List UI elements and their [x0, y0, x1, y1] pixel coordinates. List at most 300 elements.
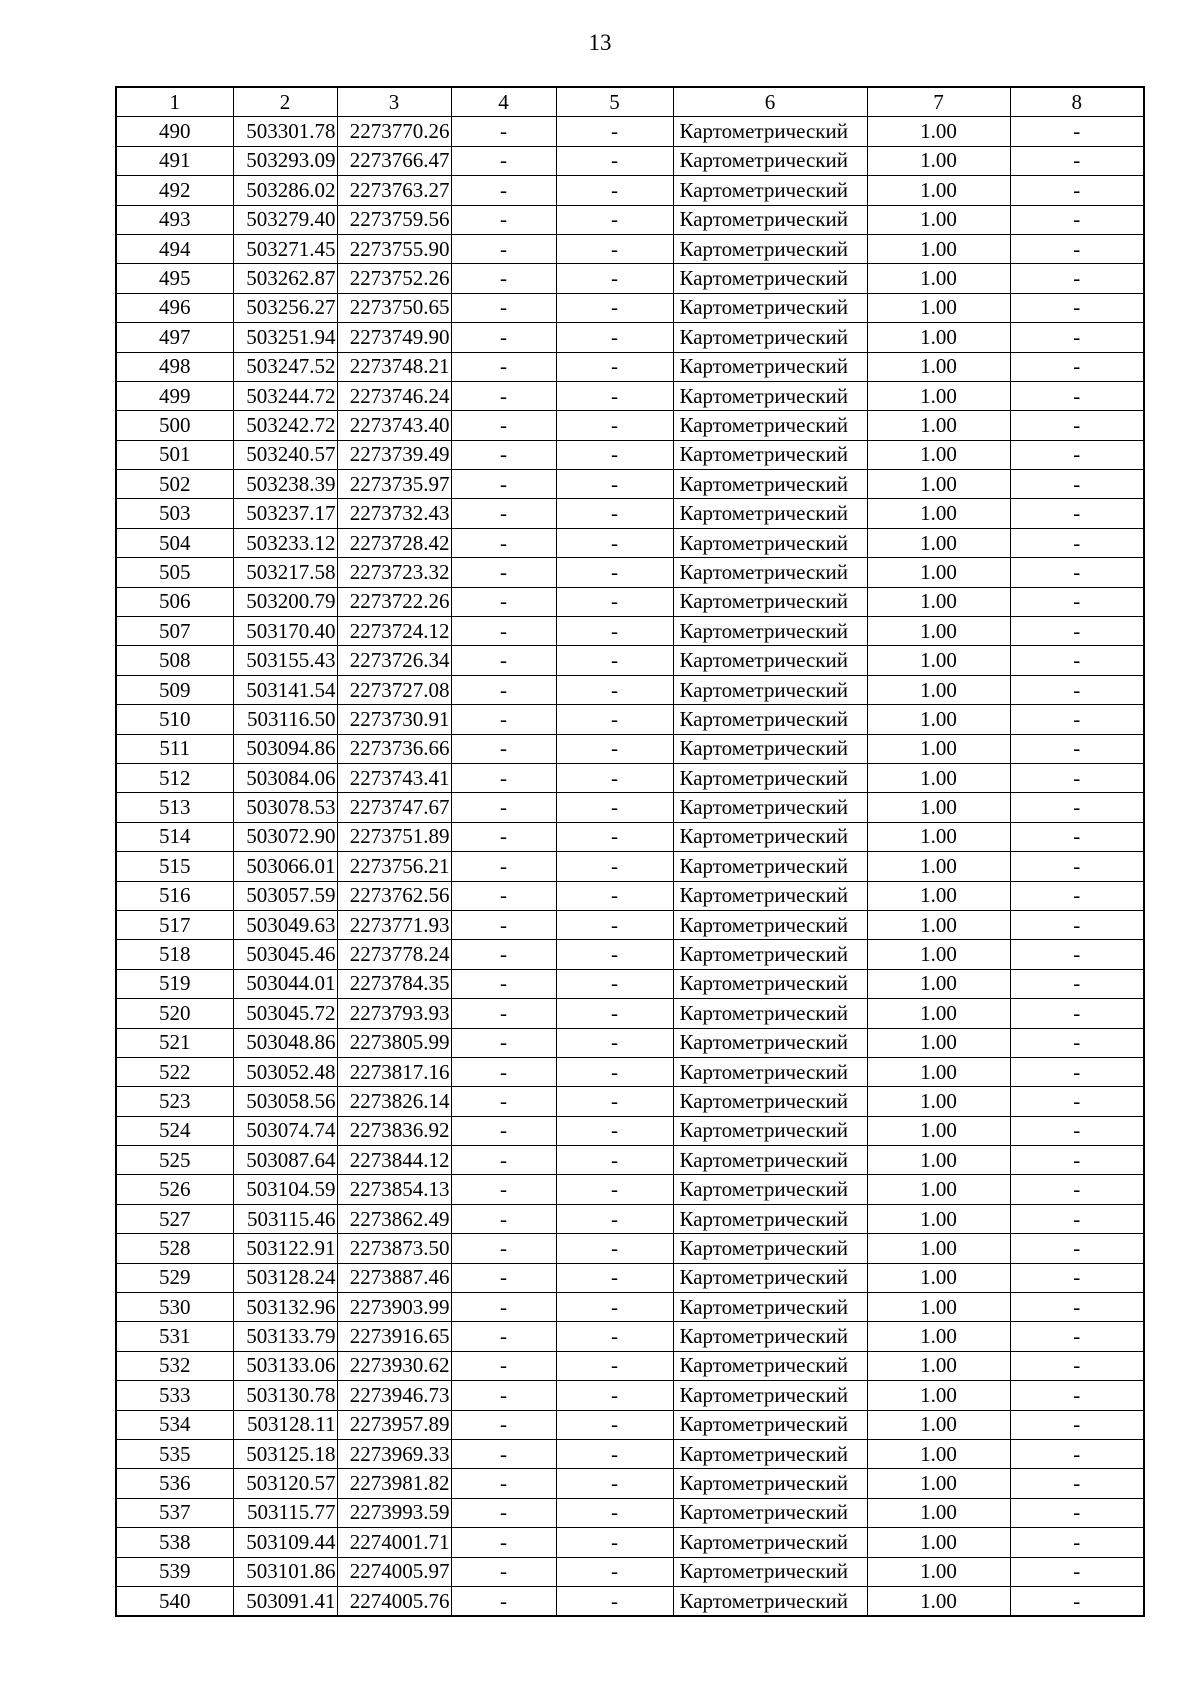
- column-5-cell: -: [556, 1028, 673, 1057]
- point-number-cell: 521: [116, 1028, 233, 1057]
- column-5-cell: -: [556, 1146, 673, 1175]
- x-coordinate-cell: 503170.40: [233, 617, 337, 646]
- method-cell: Картометрический: [673, 352, 867, 381]
- column-5-cell: -: [556, 822, 673, 851]
- method-cell: Картометрический: [673, 1410, 867, 1439]
- column-8-cell: -: [1010, 1146, 1144, 1175]
- y-coordinate-cell: 2273903.99: [337, 1293, 451, 1322]
- column-4-cell: -: [451, 1410, 556, 1439]
- y-coordinate-cell: 2273749.90: [337, 323, 451, 352]
- method-cell: Картометрический: [673, 1263, 867, 1292]
- table-row: [116, 293, 1144, 322]
- column-5-cell: -: [556, 646, 673, 675]
- x-coordinate-cell: 503240.57: [233, 440, 337, 469]
- x-coordinate-cell: 503217.58: [233, 558, 337, 587]
- column-5-cell: -: [556, 881, 673, 910]
- column-4-cell: -: [451, 1087, 556, 1116]
- column-4-cell: -: [451, 940, 556, 969]
- table-row: [116, 617, 1144, 646]
- method-cell: Картометрический: [673, 381, 867, 410]
- accuracy-cell: 1.00: [867, 1381, 1010, 1410]
- y-coordinate-cell: 2273743.41: [337, 763, 451, 792]
- table-row: [116, 1234, 1144, 1263]
- table-row: [116, 1469, 1144, 1498]
- accuracy-cell: 1.00: [867, 381, 1010, 410]
- column-5-cell: -: [556, 999, 673, 1028]
- point-number-cell: 505: [116, 558, 233, 587]
- point-number-cell: 519: [116, 969, 233, 998]
- x-coordinate-cell: 503115.77: [233, 1498, 337, 1527]
- table-row: [116, 352, 1144, 381]
- accuracy-cell: 1.00: [867, 293, 1010, 322]
- x-coordinate-cell: 503116.50: [233, 705, 337, 734]
- point-number-cell: 513: [116, 793, 233, 822]
- accuracy-cell: 1.00: [867, 1146, 1010, 1175]
- table-row: [116, 1057, 1144, 1086]
- column-5-cell: -: [556, 852, 673, 881]
- y-coordinate-cell: 2273736.66: [337, 734, 451, 763]
- column-5-cell: -: [556, 234, 673, 263]
- column-header: 6: [673, 87, 867, 117]
- coordinates-table: [115, 86, 1145, 1617]
- point-number-cell: 495: [116, 264, 233, 293]
- column-4-cell: -: [451, 558, 556, 587]
- y-coordinate-cell: 2273727.08: [337, 675, 451, 704]
- column-8-cell: -: [1010, 264, 1144, 293]
- column-4-cell: -: [451, 1028, 556, 1057]
- accuracy-cell: 1.00: [867, 852, 1010, 881]
- column-8-cell: -: [1010, 293, 1144, 322]
- column-5-cell: -: [556, 1469, 673, 1498]
- point-number-cell: 497: [116, 323, 233, 352]
- x-coordinate-cell: 503084.06: [233, 763, 337, 792]
- method-cell: Картометрический: [673, 1528, 867, 1557]
- accuracy-cell: 1.00: [867, 1351, 1010, 1380]
- y-coordinate-cell: 2273836.92: [337, 1116, 451, 1145]
- point-number-cell: 518: [116, 940, 233, 969]
- x-coordinate-cell: 503286.02: [233, 176, 337, 205]
- column-header: 5: [556, 87, 673, 117]
- point-number-cell: 496: [116, 293, 233, 322]
- accuracy-cell: 1.00: [867, 1469, 1010, 1498]
- x-coordinate-cell: 503120.57: [233, 1469, 337, 1498]
- point-number-cell: 514: [116, 822, 233, 851]
- table-row: [116, 1586, 1144, 1616]
- column-8-cell: -: [1010, 1057, 1144, 1086]
- column-4-cell: -: [451, 910, 556, 939]
- column-8-cell: -: [1010, 146, 1144, 175]
- column-5-cell: -: [556, 293, 673, 322]
- point-number-cell: 511: [116, 734, 233, 763]
- column-4-cell: -: [451, 734, 556, 763]
- column-4-cell: -: [451, 323, 556, 352]
- accuracy-cell: 1.00: [867, 264, 1010, 293]
- x-coordinate-cell: 503247.52: [233, 352, 337, 381]
- y-coordinate-cell: 2273750.65: [337, 293, 451, 322]
- column-5-cell: -: [556, 617, 673, 646]
- point-number-cell: 516: [116, 881, 233, 910]
- accuracy-cell: 1.00: [867, 646, 1010, 675]
- y-coordinate-cell: 2273946.73: [337, 1381, 451, 1410]
- table-row: [116, 675, 1144, 704]
- x-coordinate-cell: 503128.24: [233, 1263, 337, 1292]
- column-8-cell: -: [1010, 1586, 1144, 1616]
- point-number-cell: 492: [116, 176, 233, 205]
- table-row: [116, 822, 1144, 851]
- column-4-cell: -: [451, 705, 556, 734]
- point-number-cell: 535: [116, 1439, 233, 1468]
- y-coordinate-cell: 2273722.26: [337, 587, 451, 616]
- method-cell: Картометрический: [673, 852, 867, 881]
- column-5-cell: -: [556, 705, 673, 734]
- accuracy-cell: 1.00: [867, 234, 1010, 263]
- x-coordinate-cell: 503044.01: [233, 969, 337, 998]
- y-coordinate-cell: 2273730.91: [337, 705, 451, 734]
- table-row: [116, 1381, 1144, 1410]
- method-cell: Картометрический: [673, 1175, 867, 1204]
- point-number-cell: 504: [116, 528, 233, 557]
- table-row: [116, 646, 1144, 675]
- x-coordinate-cell: 503057.59: [233, 881, 337, 910]
- y-coordinate-cell: 2273770.26: [337, 117, 451, 146]
- column-5-cell: -: [556, 675, 673, 704]
- accuracy-cell: 1.00: [867, 1322, 1010, 1351]
- table-row: [116, 381, 1144, 410]
- accuracy-cell: 1.00: [867, 1498, 1010, 1527]
- column-5-cell: -: [556, 1087, 673, 1116]
- column-4-cell: -: [451, 1322, 556, 1351]
- column-8-cell: -: [1010, 1028, 1144, 1057]
- method-cell: Картометрический: [673, 205, 867, 234]
- x-coordinate-cell: 503242.72: [233, 411, 337, 440]
- column-5-cell: -: [556, 1263, 673, 1292]
- table-row: [116, 1322, 1144, 1351]
- column-8-cell: -: [1010, 528, 1144, 557]
- method-cell: Картометрический: [673, 734, 867, 763]
- column-8-cell: -: [1010, 940, 1144, 969]
- y-coordinate-cell: 2273732.43: [337, 499, 451, 528]
- accuracy-cell: 1.00: [867, 881, 1010, 910]
- table-row: [116, 1204, 1144, 1233]
- x-coordinate-cell: 503251.94: [233, 323, 337, 352]
- table-row: [116, 146, 1144, 175]
- method-cell: Картометрический: [673, 558, 867, 587]
- method-cell: Картометрический: [673, 705, 867, 734]
- method-cell: Картометрический: [673, 1057, 867, 1086]
- point-number-cell: 501: [116, 440, 233, 469]
- accuracy-cell: 1.00: [867, 411, 1010, 440]
- column-4-cell: -: [451, 763, 556, 792]
- column-4-cell: -: [451, 1234, 556, 1263]
- accuracy-cell: 1.00: [867, 969, 1010, 998]
- column-8-cell: -: [1010, 558, 1144, 587]
- method-cell: Картометрический: [673, 1498, 867, 1527]
- point-number-cell: 490: [116, 117, 233, 146]
- method-cell: Картометрический: [673, 1116, 867, 1145]
- x-coordinate-cell: 503072.90: [233, 822, 337, 851]
- column-8-cell: -: [1010, 176, 1144, 205]
- column-8-cell: -: [1010, 999, 1144, 1028]
- column-4-cell: -: [451, 205, 556, 234]
- table-body: [116, 117, 1144, 1616]
- table-row: [116, 1028, 1144, 1057]
- column-5-cell: -: [556, 205, 673, 234]
- table-row: [116, 793, 1144, 822]
- y-coordinate-cell: 2273805.99: [337, 1028, 451, 1057]
- method-cell: Картометрический: [673, 323, 867, 352]
- accuracy-cell: 1.00: [867, 205, 1010, 234]
- point-number-cell: 517: [116, 910, 233, 939]
- accuracy-cell: 1.00: [867, 705, 1010, 734]
- column-5-cell: -: [556, 763, 673, 792]
- x-coordinate-cell: 503094.86: [233, 734, 337, 763]
- method-cell: Картометрический: [673, 940, 867, 969]
- column-4-cell: -: [451, 381, 556, 410]
- column-4-cell: -: [451, 264, 556, 293]
- table-row: [116, 205, 1144, 234]
- x-coordinate-cell: 503301.78: [233, 117, 337, 146]
- column-5-cell: -: [556, 264, 673, 293]
- table-row: [116, 1439, 1144, 1468]
- point-number-cell: 502: [116, 470, 233, 499]
- method-cell: Картометрический: [673, 117, 867, 146]
- column-8-cell: -: [1010, 411, 1144, 440]
- x-coordinate-cell: 503122.91: [233, 1234, 337, 1263]
- column-header: 2: [233, 87, 337, 117]
- table-row: [116, 411, 1144, 440]
- column-8-cell: -: [1010, 440, 1144, 469]
- column-4-cell: -: [451, 675, 556, 704]
- table-row: [116, 1087, 1144, 1116]
- y-coordinate-cell: 2273793.93: [337, 999, 451, 1028]
- x-coordinate-cell: 503052.48: [233, 1057, 337, 1086]
- method-cell: Картометрический: [673, 1351, 867, 1380]
- method-cell: Картометрический: [673, 793, 867, 822]
- column-8-cell: -: [1010, 1234, 1144, 1263]
- method-cell: Картометрический: [673, 1469, 867, 1498]
- column-4-cell: -: [451, 999, 556, 1028]
- column-4-cell: -: [451, 646, 556, 675]
- table-row: [116, 234, 1144, 263]
- y-coordinate-cell: 2273755.90: [337, 234, 451, 263]
- x-coordinate-cell: 503087.64: [233, 1146, 337, 1175]
- point-number-cell: 530: [116, 1293, 233, 1322]
- column-header: 1: [116, 87, 233, 117]
- accuracy-cell: 1.00: [867, 675, 1010, 704]
- column-4-cell: -: [451, 1351, 556, 1380]
- x-coordinate-cell: 503237.17: [233, 499, 337, 528]
- column-4-cell: -: [451, 1116, 556, 1145]
- y-coordinate-cell: 2274001.71: [337, 1528, 451, 1557]
- x-coordinate-cell: 503048.86: [233, 1028, 337, 1057]
- table-row: [116, 1528, 1144, 1557]
- column-5-cell: -: [556, 969, 673, 998]
- method-cell: Картометрический: [673, 1586, 867, 1616]
- table-row: [116, 1293, 1144, 1322]
- method-cell: Картометрический: [673, 1204, 867, 1233]
- column-4-cell: -: [451, 1146, 556, 1175]
- column-8-cell: -: [1010, 969, 1144, 998]
- x-coordinate-cell: 503045.72: [233, 999, 337, 1028]
- x-coordinate-cell: 503101.86: [233, 1557, 337, 1586]
- column-8-cell: -: [1010, 793, 1144, 822]
- column-5-cell: -: [556, 1175, 673, 1204]
- x-coordinate-cell: 503244.72: [233, 381, 337, 410]
- column-4-cell: -: [451, 352, 556, 381]
- point-number-cell: 509: [116, 675, 233, 704]
- table-row: [116, 470, 1144, 499]
- accuracy-cell: 1.00: [867, 1087, 1010, 1116]
- column-4-cell: -: [451, 234, 556, 263]
- y-coordinate-cell: 2273735.97: [337, 470, 451, 499]
- method-cell: Картометрический: [673, 1322, 867, 1351]
- column-5-cell: -: [556, 793, 673, 822]
- point-number-cell: 515: [116, 852, 233, 881]
- method-cell: Картометрический: [673, 264, 867, 293]
- method-cell: Картометрический: [673, 763, 867, 792]
- accuracy-cell: 1.00: [867, 734, 1010, 763]
- point-number-cell: 536: [116, 1469, 233, 1498]
- column-5-cell: -: [556, 734, 673, 763]
- y-coordinate-cell: 2273817.16: [337, 1057, 451, 1086]
- y-coordinate-cell: 2273766.47: [337, 146, 451, 175]
- column-8-cell: -: [1010, 1322, 1144, 1351]
- method-cell: Картометрический: [673, 176, 867, 205]
- y-coordinate-cell: 2273873.50: [337, 1234, 451, 1263]
- column-8-cell: -: [1010, 1439, 1144, 1468]
- method-cell: Картометрический: [673, 587, 867, 616]
- accuracy-cell: 1.00: [867, 528, 1010, 557]
- column-8-cell: -: [1010, 381, 1144, 410]
- point-number-cell: 510: [116, 705, 233, 734]
- column-4-cell: -: [451, 146, 556, 175]
- table-row: [116, 1146, 1144, 1175]
- table-row: [116, 940, 1144, 969]
- table-row: [116, 499, 1144, 528]
- point-number-cell: 520: [116, 999, 233, 1028]
- accuracy-cell: 1.00: [867, 440, 1010, 469]
- method-cell: Картометрический: [673, 822, 867, 851]
- point-number-cell: 533: [116, 1381, 233, 1410]
- point-number-cell: 508: [116, 646, 233, 675]
- accuracy-cell: 1.00: [867, 1057, 1010, 1086]
- accuracy-cell: 1.00: [867, 1204, 1010, 1233]
- point-number-cell: 524: [116, 1116, 233, 1145]
- point-number-cell: 538: [116, 1528, 233, 1557]
- column-5-cell: -: [556, 1234, 673, 1263]
- column-4-cell: -: [451, 1498, 556, 1527]
- table-row: [116, 1410, 1144, 1439]
- column-8-cell: -: [1010, 1410, 1144, 1439]
- table-header-row: [116, 87, 1144, 117]
- accuracy-cell: 1.00: [867, 558, 1010, 587]
- point-number-cell: 507: [116, 617, 233, 646]
- table-row: [116, 558, 1144, 587]
- x-coordinate-cell: 503045.46: [233, 940, 337, 969]
- column-5-cell: -: [556, 558, 673, 587]
- method-cell: Картометрический: [673, 1234, 867, 1263]
- column-4-cell: -: [451, 1381, 556, 1410]
- column-8-cell: -: [1010, 822, 1144, 851]
- column-5-cell: -: [556, 1528, 673, 1557]
- table-row: [116, 910, 1144, 939]
- point-number-cell: 528: [116, 1234, 233, 1263]
- accuracy-cell: 1.00: [867, 763, 1010, 792]
- point-number-cell: 534: [116, 1410, 233, 1439]
- accuracy-cell: 1.00: [867, 1263, 1010, 1292]
- accuracy-cell: 1.00: [867, 793, 1010, 822]
- y-coordinate-cell: 2273969.33: [337, 1439, 451, 1468]
- column-4-cell: -: [451, 528, 556, 557]
- method-cell: Картометрический: [673, 999, 867, 1028]
- table-row: [116, 440, 1144, 469]
- x-coordinate-cell: 503128.11: [233, 1410, 337, 1439]
- table-row: [116, 528, 1144, 557]
- x-coordinate-cell: 503130.78: [233, 1381, 337, 1410]
- column-5-cell: -: [556, 1057, 673, 1086]
- accuracy-cell: 1.00: [867, 1557, 1010, 1586]
- accuracy-cell: 1.00: [867, 499, 1010, 528]
- column-5-cell: -: [556, 1439, 673, 1468]
- column-8-cell: -: [1010, 1557, 1144, 1586]
- column-8-cell: -: [1010, 1469, 1144, 1498]
- point-number-cell: 493: [116, 205, 233, 234]
- column-5-cell: -: [556, 1586, 673, 1616]
- column-4-cell: -: [451, 470, 556, 499]
- column-5-cell: -: [556, 381, 673, 410]
- x-coordinate-cell: 503049.63: [233, 910, 337, 939]
- column-5-cell: -: [556, 1498, 673, 1527]
- column-header: 4: [451, 87, 556, 117]
- method-cell: Картометрический: [673, 293, 867, 322]
- method-cell: Картометрический: [673, 146, 867, 175]
- column-8-cell: -: [1010, 763, 1144, 792]
- method-cell: Картометрический: [673, 440, 867, 469]
- accuracy-cell: 1.00: [867, 940, 1010, 969]
- column-5-cell: -: [556, 1204, 673, 1233]
- accuracy-cell: 1.00: [867, 1410, 1010, 1439]
- x-coordinate-cell: 503125.18: [233, 1439, 337, 1468]
- column-8-cell: -: [1010, 1293, 1144, 1322]
- method-cell: Картометрический: [673, 411, 867, 440]
- y-coordinate-cell: 2273993.59: [337, 1498, 451, 1527]
- column-8-cell: -: [1010, 881, 1144, 910]
- point-number-cell: 499: [116, 381, 233, 410]
- point-number-cell: 537: [116, 1498, 233, 1527]
- y-coordinate-cell: 2273916.65: [337, 1322, 451, 1351]
- column-4-cell: -: [451, 1469, 556, 1498]
- accuracy-cell: 1.00: [867, 352, 1010, 381]
- method-cell: Картометрический: [673, 234, 867, 263]
- point-number-cell: 500: [116, 411, 233, 440]
- method-cell: Картометрический: [673, 1087, 867, 1116]
- column-8-cell: -: [1010, 1087, 1144, 1116]
- accuracy-cell: 1.00: [867, 617, 1010, 646]
- column-5-cell: -: [556, 1557, 673, 1586]
- accuracy-cell: 1.00: [867, 1528, 1010, 1557]
- column-4-cell: -: [451, 1439, 556, 1468]
- column-5-cell: -: [556, 470, 673, 499]
- y-coordinate-cell: 2273739.49: [337, 440, 451, 469]
- x-coordinate-cell: 503293.09: [233, 146, 337, 175]
- column-8-cell: -: [1010, 852, 1144, 881]
- table-row: [116, 1557, 1144, 1586]
- table-row: [116, 999, 1144, 1028]
- accuracy-cell: 1.00: [867, 1116, 1010, 1145]
- x-coordinate-cell: 503279.40: [233, 205, 337, 234]
- point-number-cell: 491: [116, 146, 233, 175]
- accuracy-cell: 1.00: [867, 323, 1010, 352]
